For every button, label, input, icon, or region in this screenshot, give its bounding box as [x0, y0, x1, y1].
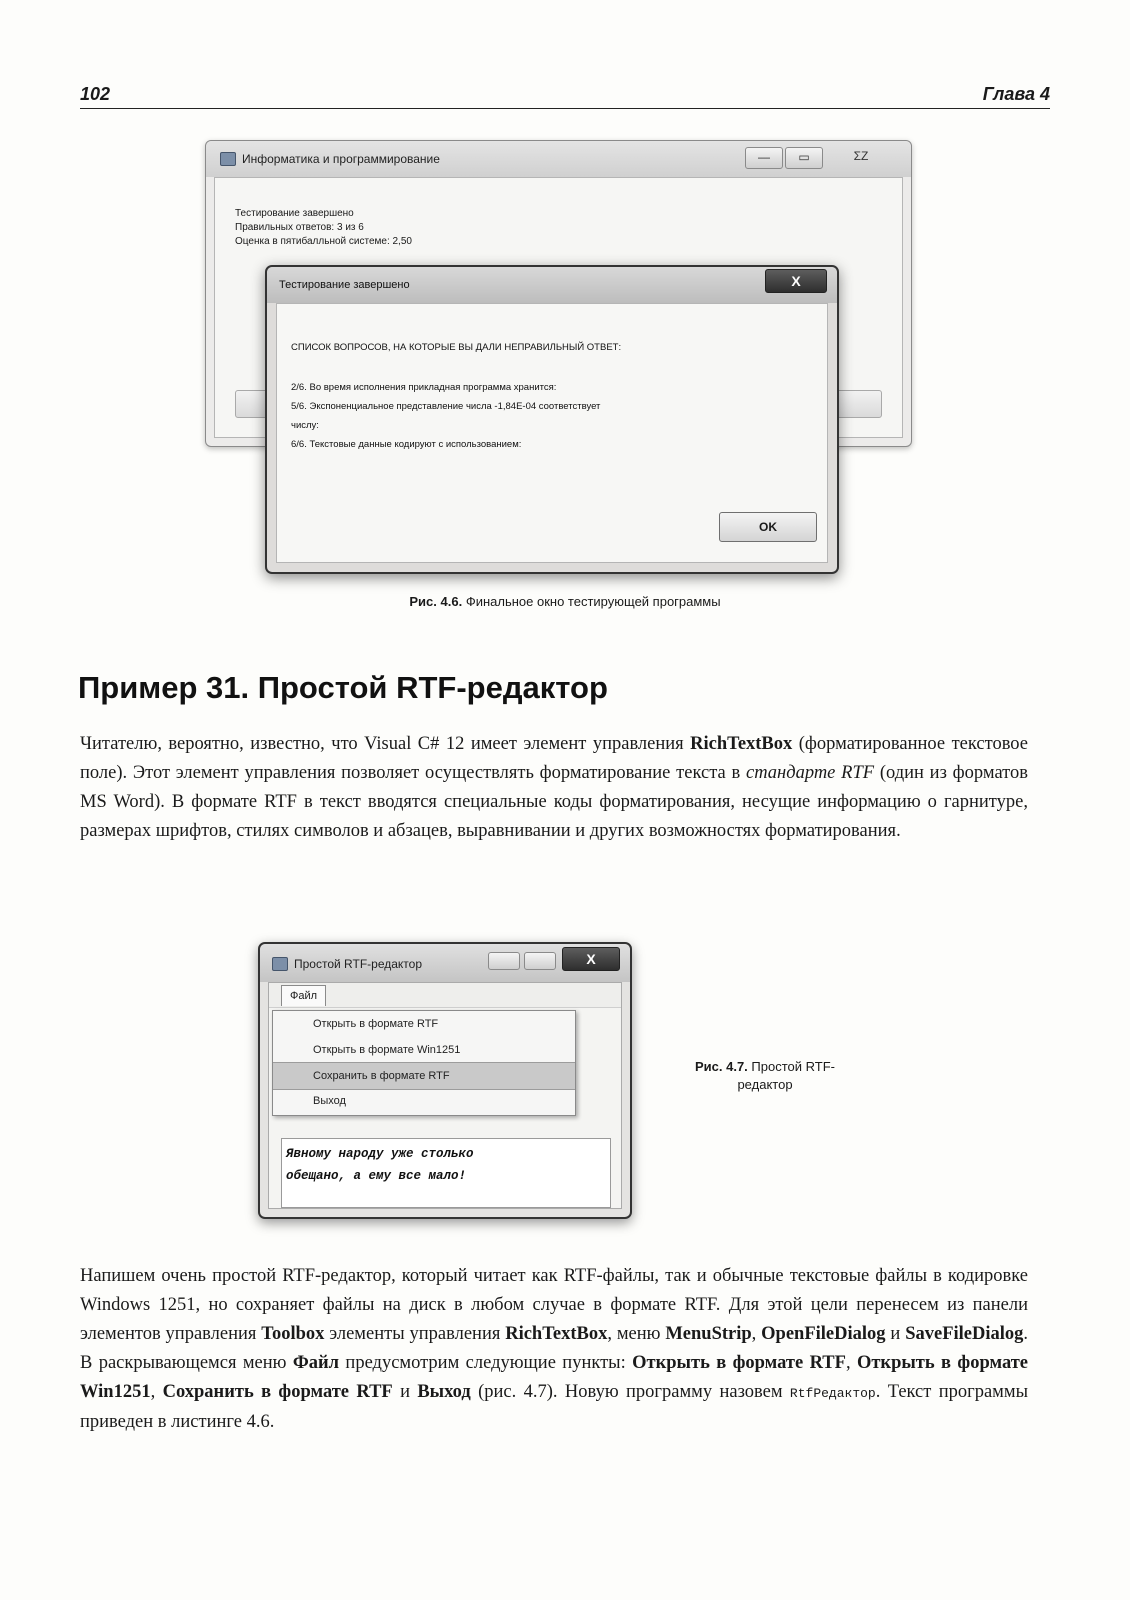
app-icon: [220, 152, 236, 166]
dialog-titlebar: [267, 267, 837, 303]
wrong-answer-item: 6/6. Текстовые данные кодируют с использованием:: [291, 439, 522, 450]
bold-term: Файл: [292, 1353, 340, 1373]
menu-item-exit[interactable]: Выход: [313, 1095, 346, 1107]
figure-4-6-caption: [80, 594, 1050, 609]
result-line: Тестирование завершено: [235, 208, 354, 219]
bold-term: SaveFileDialog: [905, 1324, 1024, 1344]
menu-strip: [269, 983, 621, 1008]
editor-titlebar: [260, 944, 630, 982]
code-identifier: RtfРедактор: [789, 1386, 876, 1401]
editor-close-button[interactable]: X: [562, 947, 620, 971]
bold-term: Выход: [417, 1382, 471, 1402]
caption-text: Простой RTF-редактор: [737, 1059, 836, 1092]
text-run: Напишем очень простой RTF-редактор, который читает как RTF-файлы, так и обычные текстовые файлы в кодировке Windows 1251, но сохраняет файлы на диск в любом случае в формате RTF. Для этой цели перенесем из панели элементов управления: [80, 1266, 1028, 1344]
ok-button[interactable]: OK: [719, 512, 817, 542]
text-run: . Текст программы приведен в листинге 4.6.: [80, 1382, 1029, 1432]
dialog-close-button[interactable]: X: [765, 269, 827, 293]
main-window-titlebar: [206, 141, 911, 177]
main-window-title: Информатика и программирование: [242, 152, 440, 166]
rich-text-box[interactable]: [281, 1138, 611, 1208]
rich-text-line: обещано, а ему все мало!: [286, 1169, 467, 1183]
section-title: Пример 31. Простой RTF-редактор: [78, 670, 608, 705]
paragraph-intro: [80, 730, 1028, 846]
bold-term: Сохранить в формате RTF: [162, 1382, 393, 1402]
bold-term: Открыть в формате RTF: [632, 1353, 846, 1373]
text-run: ,: [751, 1324, 762, 1344]
caption-label: Рис. 4.6.: [409, 594, 463, 609]
bold-term: MenuStrip: [665, 1324, 752, 1344]
result-line: Оценка в пятибалльной системе: 2,50: [235, 236, 412, 247]
text-run: . В раскрывающемся меню: [80, 1324, 1028, 1373]
dialog-client: [276, 303, 828, 563]
rich-text-content: [286, 1143, 474, 1187]
maximize-button[interactable]: ▭: [785, 147, 823, 169]
bold-term: Открыть в формате Win1251: [80, 1353, 1029, 1402]
text-run: предусмотрим следующие пункты:: [339, 1353, 633, 1373]
dialog-title: Тестирование завершено: [279, 279, 410, 291]
figure-4-6-dialog: [265, 265, 839, 574]
minimize-button[interactable]: —: [745, 147, 783, 169]
result-line: Правильных ответов: 3 из 6: [235, 222, 364, 233]
wrong-answer-item: 5/6. Экспоненциальное представление числа -1,84E-04 соответствует: [291, 401, 601, 412]
text-run: ,: [845, 1353, 857, 1373]
italic-term: стандарте RTF: [745, 763, 875, 783]
text-run: и: [885, 1324, 906, 1344]
text-run: элементы управления: [324, 1324, 506, 1344]
dialog-heading: СПИСОК ВОПРОСОВ, НА КОТОРЫЕ ВЫ ДАЛИ НЕПРАВИЛЬНЫЙ ОТВЕТ:: [291, 342, 622, 353]
bold-term: Toolbox: [261, 1324, 325, 1344]
minimize-button[interactable]: [488, 952, 520, 970]
bold-term: OpenFileDialog: [761, 1324, 886, 1344]
maximize-button[interactable]: [524, 952, 556, 970]
text-run: и: [392, 1382, 418, 1402]
menu-item-save-rtf[interactable]: Сохранить в формате RTF: [273, 1062, 575, 1090]
text-run: (форматированное текстовое поле). Этот элемент управления позволяет осуществлять форматирование текста в: [80, 734, 1028, 783]
bold-term: RichTextBox: [505, 1324, 608, 1344]
close-button[interactable]: ΣΖ: [853, 149, 869, 163]
wrong-answer-item: числу:: [291, 420, 319, 431]
bold-term: RichTextBox: [690, 734, 793, 754]
text-run: , меню: [607, 1324, 666, 1344]
caption-text: Финальное окно тестирующей программы: [465, 594, 721, 609]
caption-label: Рис. 4.7.: [694, 1059, 748, 1074]
page-number: 102: [80, 84, 111, 104]
text-run: (рис. 4.7). Новую программу назовем: [470, 1382, 790, 1402]
editor-title: Простой RTF-редактор: [294, 957, 423, 971]
rich-text-line: Явному народу уже столько: [286, 1147, 474, 1161]
menu-item-open-win1251[interactable]: Открыть в формате Win1251: [313, 1044, 461, 1056]
figure-4-7-caption: [675, 1058, 855, 1094]
text-run: Читателю, вероятно, известно, что Visual C# 12 имеет элемент управления: [80, 734, 691, 754]
file-dropdown-menu: [272, 1010, 576, 1116]
text-run: (один из форматов MS Word). В формате RTF в текст вводятся специальные коды форматирования, несущие информацию о гарнитуре, размерах шрифтов, стилях символов и абзацев, выравнивании и других возможностях форматирования.: [80, 763, 1028, 841]
menu-item-open-rtf[interactable]: Открыть в формате RTF: [313, 1018, 439, 1030]
text-run: ,: [150, 1382, 163, 1402]
chapter-label: Глава 4: [982, 84, 1050, 104]
paragraph-description: [80, 1262, 1028, 1437]
wrong-answer-item: 2/6. Во время исполнения прикладная программа хранится:: [291, 382, 557, 393]
app-icon: [272, 957, 288, 971]
menu-file[interactable]: Файл: [281, 985, 326, 1006]
running-header: [80, 82, 1050, 109]
